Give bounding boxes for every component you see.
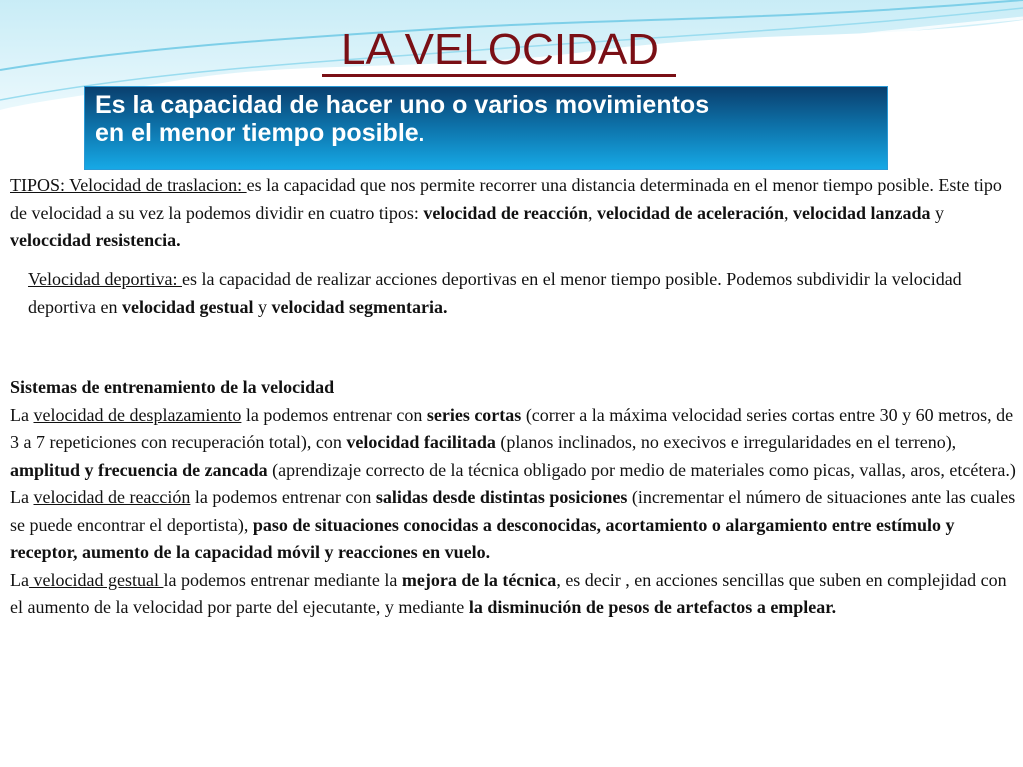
sistemas-section — [10, 374, 1016, 622]
p2-bold-2: paso de situaciones conocidas a desconocidas, acortamiento o alargamiento entre estímulo y receptor, aumento de la capacidad móvil y reacciones en vuelo. — [10, 514, 955, 562]
page-title: LA VELOCIDAD — [341, 25, 659, 74]
sistemas-paragraph-gestual — [10, 567, 1016, 622]
p2-text-2: (incrementar el número de situaciones ante las cuales se puede encontrar el deportista), — [10, 487, 1016, 535]
sistemas-paragraph-reaccion — [10, 484, 1016, 567]
p3-bold-2: la disminución de pesos de artefactos a emplear. — [468, 597, 837, 617]
deportiva-text: es la capacidad de realizar acciones deportivas en el menor tiempo posible. Podemos subdividir la velocidad deportiva en — [28, 269, 962, 317]
definition-period: . — [418, 124, 425, 146]
sistemas-paragraph-desplazamiento — [10, 402, 1016, 485]
tipo-lanzada: velocidad lanzada — [793, 202, 931, 223]
deportiva-label: Velocidad deportiva: — [28, 269, 182, 289]
sistemas-heading — [10, 374, 1016, 402]
p1-bold-2: velocidad facilitada — [346, 432, 496, 452]
p1-lead: La — [10, 404, 34, 425]
p1-underlined: velocidad de desplazamiento — [33, 404, 242, 425]
tipo-reaccion: velocidad de reacción — [423, 202, 589, 223]
tipos-paragraph — [10, 172, 1010, 255]
tipos-sep-2: , — [784, 202, 794, 223]
deportiva-paragraph — [28, 266, 1008, 321]
p1-bold-3: amplitud y frecuencia de zancada — [10, 459, 268, 480]
definition-line-1: Es la capacidad de hacer uno o varios movimientos — [95, 91, 710, 119]
p3-text-1: la podemos entrenar mediante la — [163, 569, 402, 590]
p1-bold-1: series cortas — [426, 404, 522, 425]
tipo-resistencia: veloccidad resistencia. — [10, 230, 181, 250]
sistemas-heading-text: Sistemas de entrenamiento de la velocidad — [10, 377, 335, 397]
p1-text-2: (correr a la máxima velocidad series cortas entre 30 y 60 metros, de 3 a 7 repeticiones con recuperación total), con — [10, 404, 1014, 452]
deportiva-segmentaria: velocidad segmentaria. — [271, 296, 448, 317]
p2-lead: La — [10, 487, 34, 507]
tipos-sep-3: y — [930, 202, 945, 223]
p2-underlined: velocidad de reacción — [33, 487, 191, 507]
p1-text-3: (planos inclinados, no execivos e irregularidades en el terreno), — [495, 432, 957, 452]
definition-box — [84, 86, 888, 170]
p3-text-2: , es decir , en acciones sencillas que suben en complejidad con el aumento de la velocidad por parte del ejecutante, y mediante — [10, 569, 1007, 617]
tipo-aceleracion: velocidad de aceleración — [597, 202, 785, 223]
tipos-label: TIPOS: Velocidad de traslacion: — [10, 175, 247, 195]
p1-text-4: (aprendizaje correcto de la técnica obligado por medio de materiales como picas, vallas, aros, etcétera.) — [267, 459, 1016, 480]
definition-line-2-text: en el menor tiempo posible — [95, 119, 419, 147]
deportiva-gestual: velocidad gestual — [121, 296, 254, 317]
definition-line-2 — [95, 119, 877, 149]
p3-bold-1: mejora de la técnica — [401, 569, 557, 590]
p2-bold-1: salidas desde distintas posiciones — [375, 487, 628, 507]
title-underline — [322, 74, 676, 77]
tipos-text: es la capacidad que nos permite recorrer una distancia determinada en el menor tiempo posible. Este tipo de velocidad a su vez la podemos dividir en cuatro tipos: — [10, 175, 1002, 223]
p3-lead: La — [10, 569, 29, 590]
p1-text-1: la podemos entrenar con — [241, 404, 427, 425]
tipos-sep-1: , — [588, 202, 598, 223]
deportiva-sep: y — [253, 296, 272, 317]
p3-underlined: velocidad gestual — [28, 569, 164, 590]
p2-text-1: la podemos entrenar con — [190, 487, 376, 507]
